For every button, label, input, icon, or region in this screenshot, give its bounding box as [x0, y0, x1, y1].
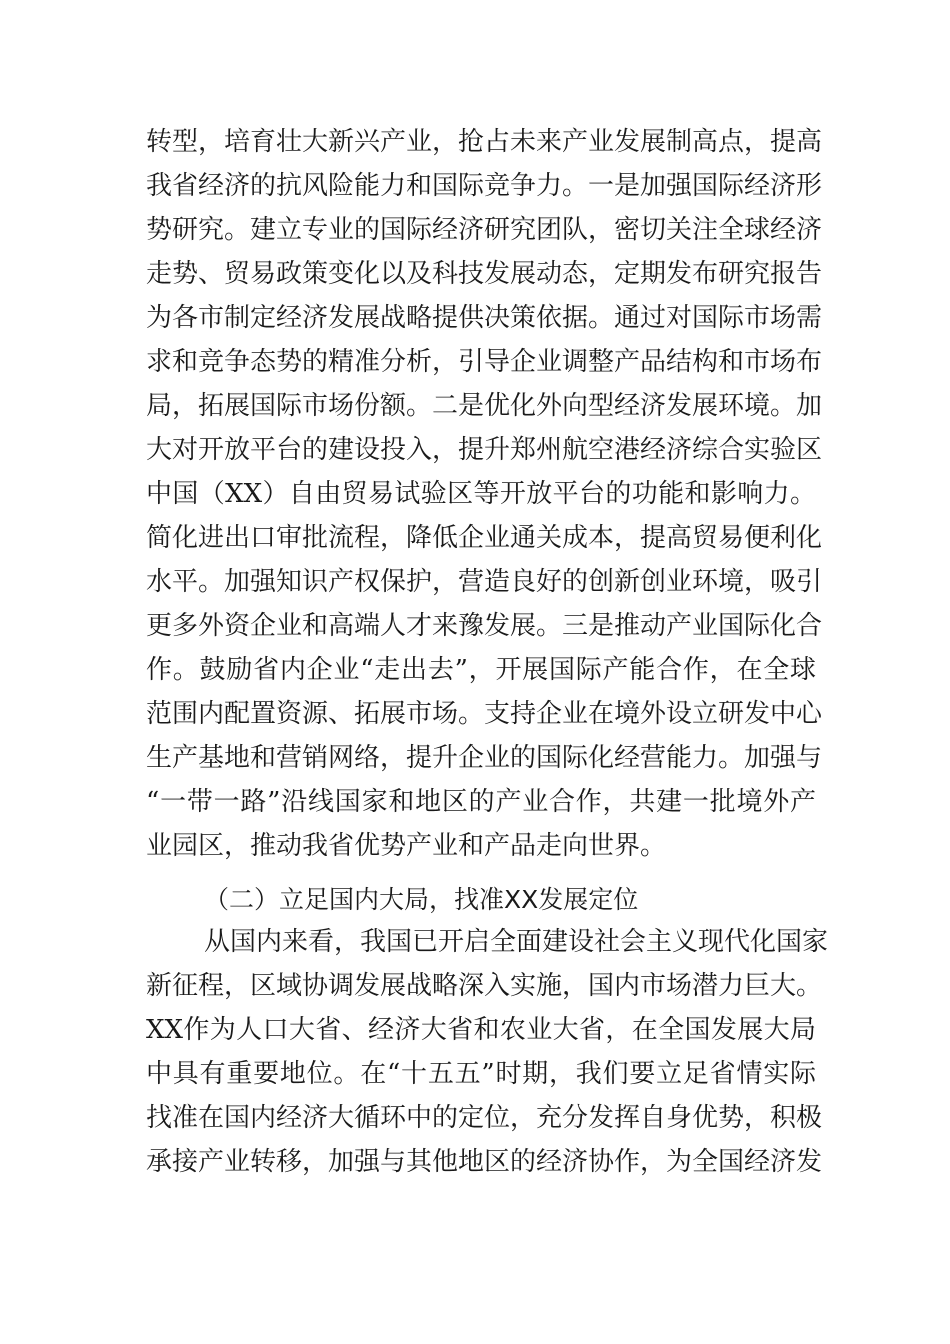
paragraph-line: 新征程，区域协调发展战略深入实施，国内市场潜力巨大。 — [146, 971, 823, 1001]
paragraph-line: 我省经济的抗风险能力和国际竞争力。一是加强国际经济形 — [146, 171, 823, 201]
paragraph-line: 中具有重要地位。在“十五五”时期，我们要立足省情实际 — [146, 1059, 816, 1089]
paragraph-line: 走势、贸易政策变化以及科技发展动态，定期发布研究报告 — [146, 259, 823, 289]
section-heading: （二）立足国内大局，找准XX发展定位 — [204, 885, 639, 914]
paragraph-line: 中国（XX）自由贸易试验区等开放平台的功能和影响力。 — [146, 479, 816, 509]
paragraph-line: 简化进出口审批流程，降低企业通关成本，提高贸易便利化 — [146, 523, 823, 553]
paragraph-line: XX作为人口大省、经济大省和农业大省，在全国发展大局 — [146, 1015, 816, 1045]
paragraph-line: 更多外资企业和高端人才来豫发展。三是推动产业国际化合 — [146, 611, 823, 641]
paragraph-line: 转型，培育壮大新兴产业，抢占未来产业发展制高点，提高 — [146, 127, 823, 157]
paragraph-line: 业园区，推动我省优势产业和产品走向世界。 — [146, 831, 667, 861]
paragraph-line: 势研究。建立专业的国际经济研究团队，密切关注全球经济 — [146, 215, 823, 245]
paragraph-line: “一带一路”沿线国家和地区的产业合作，共建一批境外产 — [146, 787, 816, 817]
paragraph-line: 为各市制定经济发展战略提供决策依据。通过对国际市场需 — [146, 303, 823, 333]
paragraph-line: 找准在国内经济大循环中的定位，充分发挥自身优势，积极 — [146, 1103, 823, 1133]
paragraph-line: 承接产业转移，加强与其他地区的经济协作，为全国经济发 — [146, 1147, 823, 1177]
paragraph-line: 求和竞争态势的精准分析，引导企业调整产品结构和市场布 — [146, 347, 823, 377]
paragraph-line: 从国内来看，我国已开启全面建设社会主义现代化国家 — [204, 927, 829, 957]
paragraph-line: 局，拓展国际市场份额。二是优化外向型经济发展环境。加 — [146, 391, 823, 421]
paragraph-line: 作。鼓励省内企业“走出去”，开展国际产能合作，在全球 — [146, 655, 816, 685]
paragraph-line: 范围内配置资源、拓展市场。支持企业在境外设立研发中心 — [146, 699, 823, 729]
paragraph-line: 生产基地和营销网络，提升企业的国际化经营能力。加强与 — [146, 743, 823, 773]
paragraph-line: 大对开放平台的建设投入，提升郑州航空港经济综合实验区 — [146, 435, 823, 465]
paragraph-line: 水平。加强知识产权保护，营造良好的创新创业环境，吸引 — [146, 567, 823, 597]
